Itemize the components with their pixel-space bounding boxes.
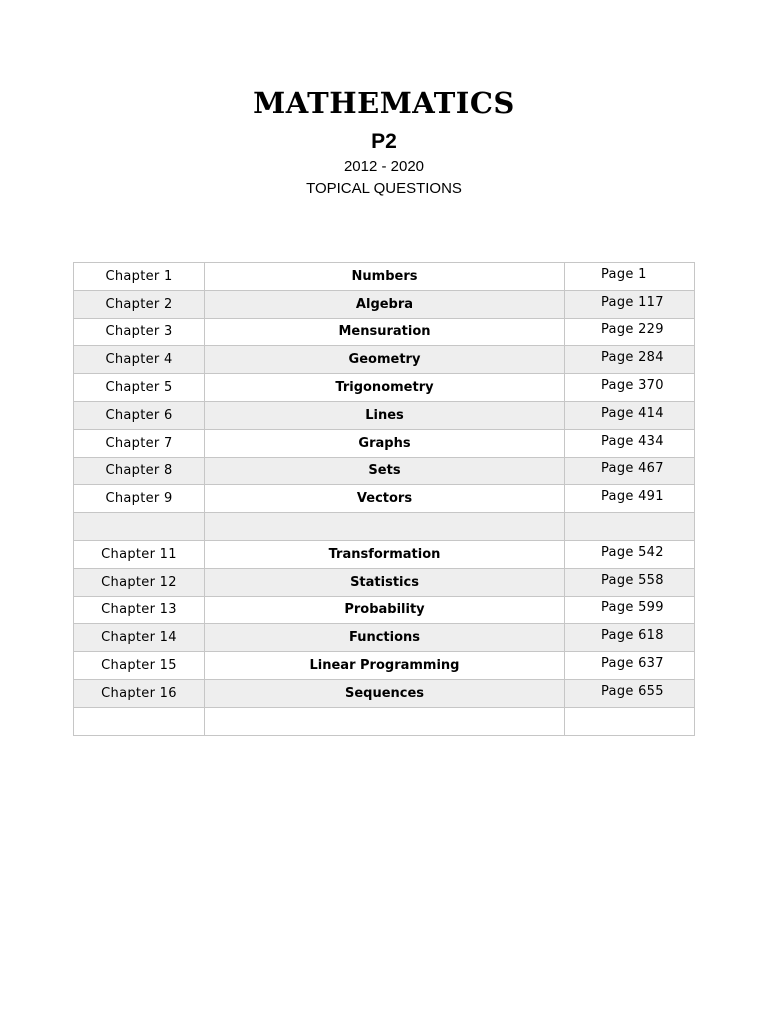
chapter-topic — [205, 707, 565, 735]
chapter-topic: Geometry — [205, 346, 565, 374]
chapter-topic: Probability — [205, 596, 565, 624]
page-number: Page 370 — [601, 378, 664, 394]
table-row — [74, 290, 695, 318]
paper-label: P2 — [371, 130, 397, 153]
chapter-page — [565, 540, 695, 568]
chapter-page — [565, 707, 695, 735]
page-number: Page 284 — [601, 350, 664, 366]
page-number: Page 655 — [601, 683, 664, 699]
chapter-number: Chapter 1 — [74, 263, 205, 291]
chapter-topic: Vectors — [205, 485, 565, 513]
chapter-number — [74, 707, 205, 735]
page-number: Page 542 — [601, 544, 664, 560]
page-number: Page 414 — [601, 405, 664, 421]
chapter-number: Chapter 13 — [74, 596, 205, 624]
chapter-page — [565, 429, 695, 457]
chapter-number: Chapter 16 — [74, 679, 205, 707]
table-row — [74, 652, 695, 680]
chapter-topic: Trigonometry — [205, 374, 565, 402]
chapter-topic: Sets — [205, 457, 565, 485]
page-number: Page 558 — [601, 572, 664, 588]
chapter-number — [74, 513, 205, 541]
chapter-number: Chapter 8 — [74, 457, 205, 485]
table-row — [74, 513, 695, 541]
document-title: MATHEMATICS — [253, 86, 515, 120]
chapter-page — [565, 679, 695, 707]
page-number: Page 618 — [601, 628, 664, 644]
chapter-page — [565, 290, 695, 318]
table-row — [74, 540, 695, 568]
chapter-topic: Algebra — [205, 290, 565, 318]
table-row — [74, 624, 695, 652]
table-row — [74, 374, 695, 402]
document-subtitle: TOPICAL QUESTIONS — [306, 180, 462, 197]
table-row — [74, 401, 695, 429]
table-row — [74, 263, 695, 291]
chapter-topic: Linear Programming — [205, 652, 565, 680]
chapter-number: Chapter 6 — [74, 401, 205, 429]
chapter-number: Chapter 15 — [74, 652, 205, 680]
page-number: Page 1 — [601, 266, 647, 282]
table-row — [74, 346, 695, 374]
chapter-number: Chapter 3 — [74, 318, 205, 346]
table-row — [74, 429, 695, 457]
table-row — [74, 568, 695, 596]
chapter-topic: Transformation — [205, 540, 565, 568]
chapter-topic: Graphs — [205, 429, 565, 457]
table-of-contents — [73, 262, 695, 736]
page-number: Page 117 — [601, 294, 664, 310]
chapter-topic — [205, 513, 565, 541]
page-number: Page 599 — [601, 600, 664, 616]
table-row — [74, 457, 695, 485]
chapter-page — [565, 318, 695, 346]
chapter-page — [565, 596, 695, 624]
page-number: Page 434 — [601, 433, 664, 449]
page-number: Page 637 — [601, 656, 664, 672]
chapter-number: Chapter 5 — [74, 374, 205, 402]
chapter-page — [565, 401, 695, 429]
chapter-page — [565, 374, 695, 402]
table-row — [74, 485, 695, 513]
chapter-page — [565, 346, 695, 374]
chapter-topic: Functions — [205, 624, 565, 652]
chapter-topic: Mensuration — [205, 318, 565, 346]
chapter-page — [565, 485, 695, 513]
table-row — [74, 596, 695, 624]
chapter-topic: Lines — [205, 401, 565, 429]
table-row — [74, 707, 695, 735]
chapter-page — [565, 263, 695, 291]
chapter-page — [565, 457, 695, 485]
chapter-page — [565, 513, 695, 541]
page-number: Page 467 — [601, 461, 664, 477]
chapter-topic: Statistics — [205, 568, 565, 596]
chapter-number: Chapter 12 — [74, 568, 205, 596]
chapter-number: Chapter 4 — [74, 346, 205, 374]
chapter-page — [565, 624, 695, 652]
chapter-topic: Sequences — [205, 679, 565, 707]
page-number: Page 229 — [601, 322, 664, 338]
chapter-number: Chapter 7 — [74, 429, 205, 457]
chapter-number: Chapter 11 — [74, 540, 205, 568]
table-row — [74, 318, 695, 346]
chapter-number: Chapter 14 — [74, 624, 205, 652]
page-number: Page 491 — [601, 489, 664, 505]
chapter-topic: Numbers — [205, 263, 565, 291]
chapter-page — [565, 568, 695, 596]
chapter-page — [565, 652, 695, 680]
year-range: 2012 - 2020 — [343, 158, 425, 175]
chapter-number: Chapter 2 — [74, 290, 205, 318]
chapter-number: Chapter 9 — [74, 485, 205, 513]
table-row — [74, 679, 695, 707]
